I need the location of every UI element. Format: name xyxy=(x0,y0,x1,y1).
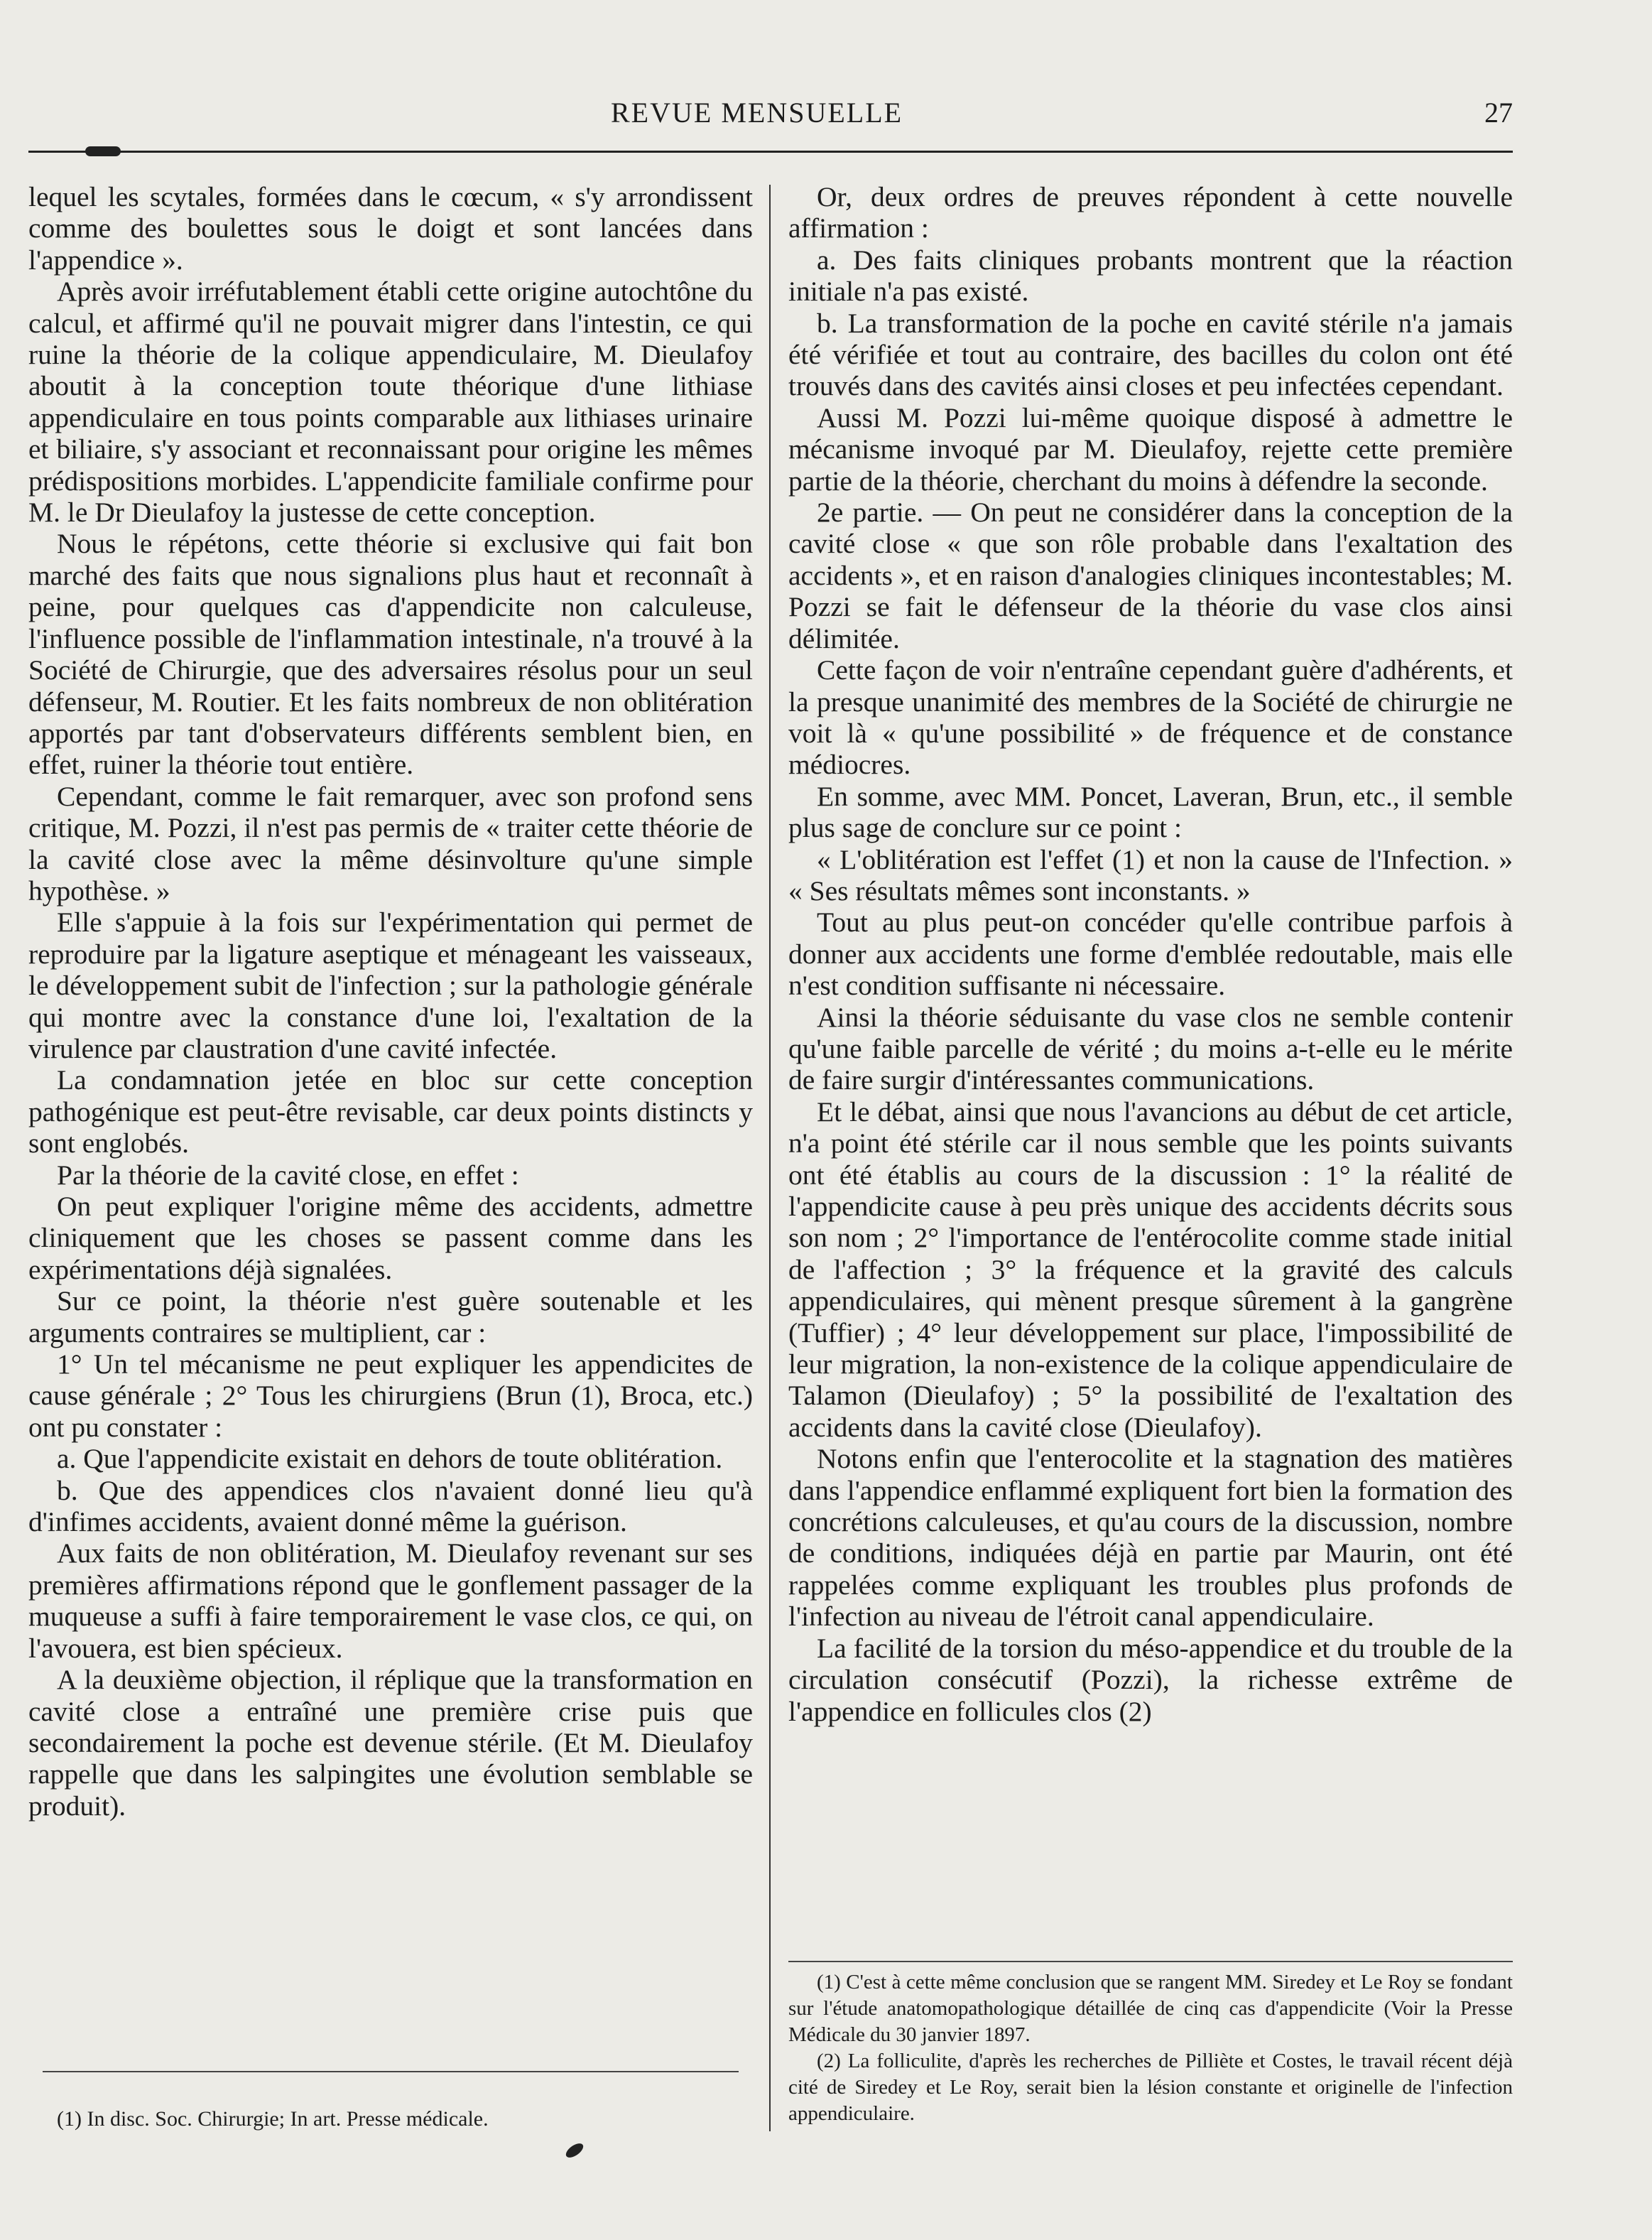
paragraph: b. Que des appendices clos n'avaient donné lieu qu'à d'infimes accidents, avaient donné même la guérison. xyxy=(28,1474,753,1538)
paragraph: On peut expliquer l'origine même des accidents, admettre cliniquement que les choses se passent comme dans les expérimentations déjà signalées. xyxy=(28,1191,753,1285)
footnote: (2) La folliculite, d'après les recherches de Pilliète et Costes, le travail récent déjà cité de Siredey et Le Roy, serait bien la lésion constante et originelle de l'infection appendiculaire. xyxy=(788,2050,1513,2125)
footnote: (1) C'est à cette même conclusion que se rangent MM. Siredey et Le Roy se fondant sur l'étude anatomopathologique détaillée de cinq cas d'appendicite (Voir la Presse Médicale du 30 janvier 1897. xyxy=(788,1971,1513,2046)
paragraph: Nous le répétons, cette théorie si exclusive qui fait bon marché des faits que nous signalions plus haut et reconnaît à peine, pour quelques cas d'appendicite non calculeuse, l'influence possible de l'inflammation intestinale, n'a trouvé à la Société de Chirurgie, que des adversaires résolus pour un seul défenseur, M. Routier. Et les faits nombreux de non oblitération apportés par tant d'observateurs différents semblent bien, en effet, ruiner la théorie tout entière. xyxy=(28,528,753,781)
ink-mark xyxy=(564,2141,586,2160)
page-number: 27 xyxy=(1484,97,1513,129)
paragraph: En somme, avec MM. Poncet, Laveran, Brun, etc., il semble plus sage de conclure sur ce point : xyxy=(788,780,1513,844)
paragraph: Tout au plus peut-on concéder qu'elle contribue parfois à donner aux accidents une forme d'emblée redoutable, mais elle n'est condition suffisante ni nécessaire. xyxy=(788,907,1513,1002)
paragraph: Elle s'appuie à la fois sur l'expérimentation qui permet de reproduire par la ligature aseptique et ménageant les vaisseaux, le développement subit de l'infection ; sur la pathologie générale qui montre avec la constance d'une loi, l'exaltation de la virulence par claustration d'une cavité infectée. xyxy=(28,907,753,1064)
paragraph: Notons enfin que l'enterocolite et la stagnation des matières dans l'appendice enflammé expliquent fort bien la formation des concrétions calculeuses, et qu'au cours de la discussion, nombre de conditions, indiquées déjà en partie par Maurin, ont été rappelées comme expliquant les troubles plus profonds de l'infection au niveau de l'étroit canal appendiculaire. xyxy=(788,1443,1513,1633)
paragraph: La facilité de la torsion du méso-appendice et du trouble de la circulation consécutif (Pozzi), la richesse extrême de l'appendice en follicules clos (2) xyxy=(788,1632,1513,1727)
left-column xyxy=(28,181,753,1822)
footnote-rule xyxy=(788,1961,1513,1962)
paragraph: Par la théorie de la cavité close, en effet : xyxy=(57,1159,519,1191)
paragraph: A la deuxième objection, il réplique que la transformation en cavité close a entraîné une première crise puis que secondairement la poche est devenue stérile. (Et M. Dieulafoy rappelle que dans les salpingites une évolution semblable se produit). xyxy=(28,1664,753,1822)
paragraph: Sur ce point, la théorie n'est guère soutenable et les arguments contraires se multiplient, car : xyxy=(28,1285,753,1348)
paragraph: Or, deux ordres de preuves répondent à cette nouvelle affirmation : xyxy=(788,181,1513,244)
paragraph: La condamnation jetée en bloc sur cette conception pathogénique est peut-être revisable, car deux points distincts y sont englobés. xyxy=(28,1064,753,1159)
header-rule xyxy=(28,151,1513,153)
footnotes-left xyxy=(57,2106,489,2132)
paragraph: lequel les scytales, formées dans le cœcum, « s'y arrondissent comme des boulettes sous le doigt et sont lancées dans l'appendice ». xyxy=(28,181,753,276)
paragraph: Ainsi la théorie séduisante du vase clos ne semble contenir qu'une faible parcelle de vérité ; du moins a-t-elle eu le mérite de faire surgir d'intéressantes communications. xyxy=(788,1001,1513,1096)
column-divider xyxy=(769,185,771,2131)
paragraph: 2e partie. — On peut ne considérer dans la conception de la cavité close « que son rôle probable dans l'exaltation des accidents », et en raison d'analogies cliniques incontestables; M. Pozzi se fait le défenseur de la théorie du vase clos ainsi délimitée. xyxy=(788,497,1513,654)
paragraph: a. Des faits cliniques probants montrent que la réaction initiale n'a pas existé. xyxy=(788,244,1513,308)
footnotes-right xyxy=(788,1969,1513,2127)
paragraph: 1° Un tel mécanisme ne peut expliquer les appendicites de cause générale ; 2° Tous les chirurgiens (Brun (1), Broca, etc.) ont pu constater : xyxy=(28,1348,753,1443)
page-header xyxy=(28,96,1513,139)
paragraph: Aussi M. Pozzi lui-même quoique disposé à admettre le mécanisme invoqué par M. Dieulafoy, rejette cette première partie de la théorie, cherchant du moins à défendre la seconde. xyxy=(788,401,1513,497)
paragraph: b. La transformation de la poche en cavité stérile n'a jamais été vérifiée et tout au contraire, des bacilles du colon ont été trouvés dans des cavités ainsi closes et peu infectées cependant. xyxy=(788,307,1513,402)
paragraph: Cependant, comme le fait remarquer, avec son profond sens critique, M. Pozzi, il n'est pas permis de « traiter cette théorie de la cavité close avec la même désinvolture qu'une simple hypothèse. » xyxy=(28,780,753,907)
paragraph: Aux faits de non oblitération, M. Dieulafoy revenant sur ses premières affirmations répond que le gonflement passager de la muqueuse a suffi à faire temporairement le vase clos, ce qui, on l'avouera, est bien spécieux. xyxy=(28,1537,753,1664)
paragraph: Cette façon de voir n'entraîne cependant guère d'adhérents, et la presque unanimité des membres de la Société de chirurgie ne voit là « qu'une possibilité » de fréquence et de constance médiocres. xyxy=(788,654,1513,781)
running-title: REVUE MENSUELLE xyxy=(611,97,903,129)
paragraph: « L'oblitération est l'effet (1) et non la cause de l'Infection. » « Ses résultats mêmes sont inconstants. » xyxy=(788,843,1513,907)
paragraph: Et le débat, ainsi que nous l'avancions au début de cet article, n'a point été stérile car il nous semble que les points suivants ont été établis au cours de la discussion : 1° la réalité de l'appendicite cause à peu près unique des accidents décrits sous son nom ; 2° l'importance de l'entérocolite comme stade initial de l'affection ; 3° la fréquence et la gravité des calculs appendiculaires, qui mènent presque sûrement à la gangrène (Tuffier) ; 4° leur développement sur place, l'impossibilité de leur migration, la non-existence de la colique appendiculaire de Talamon (Dieulafoy) ; 5° la possibilité de l'exaltation des accidents dans la cavité close (Dieulafoy). xyxy=(788,1095,1513,1443)
paragraph: Après avoir irréfutablement établi cette origine autochtône du calcul, et affirmé qu'il ne pouvait migrer dans l'intestin, ce qui ruine la théorie de la colique appendiculaire, M. Dieulafoy aboutit à la conception toute théorique d'une lithiase appendiculaire en tous points comparable aux lithiases urinaire et biliaire, s'y associant et reconnaissant pour origine les mêmes prédispositions morbides. L'appendicite familiale confirme pour M. le Dr Dieulafoy la justesse de cette conception. xyxy=(28,276,753,529)
right-column xyxy=(788,181,1513,1727)
footnote-rule xyxy=(43,2071,739,2072)
rule-ornament xyxy=(85,146,121,156)
paragraph: a. Que l'appendicite existait en dehors de toute oblitération. xyxy=(57,1443,723,1475)
footnote: (1) In disc. Soc. Chirurgie; In art. Presse médicale. xyxy=(57,2107,489,2131)
